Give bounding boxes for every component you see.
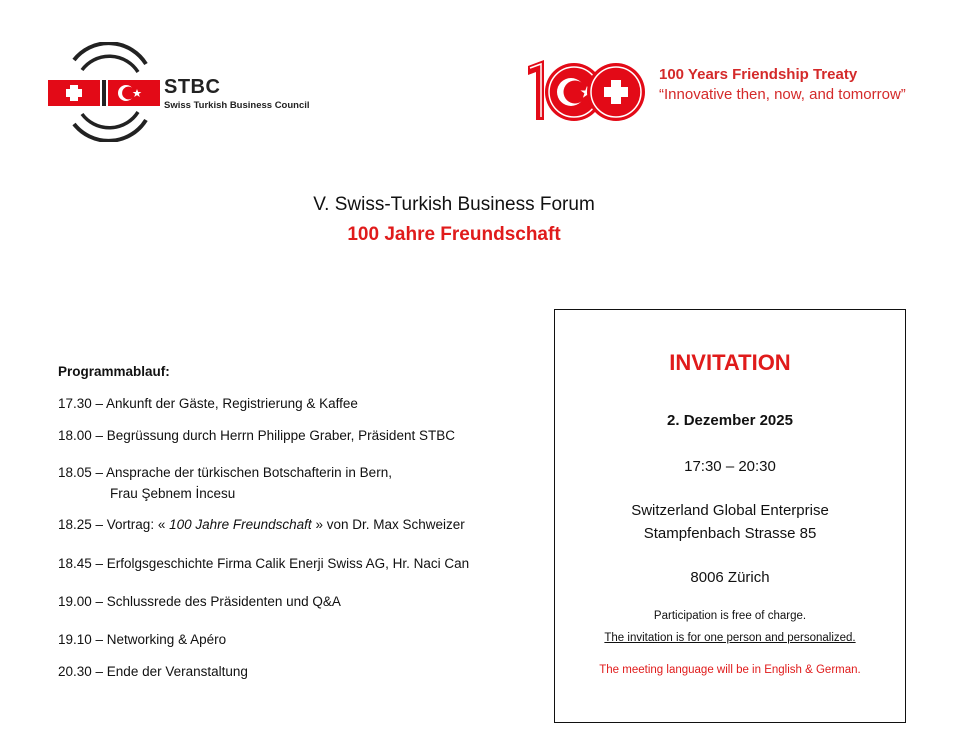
program-item: 18.00 – Begrüssung durch Herrn Philippe Graber, Präsident STBC [58,428,455,443]
program-item: 19.00 – Schlussrede des Präsidenten und Q&A [58,594,341,609]
forum-subtitle: 100 Jahre Freundschaft [347,224,561,245]
invitation-title: INVITATION [669,350,791,375]
program-item: 19.10 – Networking & Apéro [58,632,227,647]
stbc-subtitle: Swiss Turkish Business Council [164,100,310,111]
stbc-name: STBC [164,76,221,98]
forum-title: V. Swiss-Turkish Business Forum [313,194,595,215]
invitation-venue-street: Stampfenbach Strasse 85 [643,525,817,542]
invitation-venue-name: Switzerland Global Enterprise [631,502,829,519]
program-item: 18.45 – Erfolgsgeschichte Firma Calik Enerji Swiss AG, Hr. Naci Can [58,556,470,571]
treaty-slogan: “Innovative then, now, and tomorrow” [659,86,906,103]
program-item-emphasis: 100 Jahre Freundschaft [169,517,312,532]
program-item-post: » von Dr. Max Schweizer [311,517,465,532]
invitation-box [554,309,906,723]
program-item [58,517,465,532]
treaty-title: 100 Years Friendship Treaty [659,66,858,83]
invitation-date: 2. Dezember 2025 [667,412,793,429]
invitation-free-note: Participation is free of charge. [653,610,807,622]
invitation-personal-note: The invitation is for one person and personalized. [604,632,856,644]
stbc-emblem-icon [44,42,174,142]
program-heading: Programmablauf: [58,364,170,379]
program-item-continuation: Frau Şebnem İncesu [110,486,236,501]
invitation-language-note: The meeting language will be in English & German. [599,664,861,676]
hundred-emblem-icon [524,56,648,128]
invitation-time: 17:30 – 20:30 [684,458,776,475]
program-item: 17.30 – Ankunft der Gäste, Registrierung & Kaffee [58,396,358,411]
program-item: 20.30 – Ende der Veranstaltung [58,664,248,679]
program-item: 18.05 – Ansprache der türkischen Botschafterin in Bern, [58,465,392,480]
invitation-city: 8006 Zürich [690,569,770,586]
program-item-pre: 18.25 – Vortrag: « [58,517,170,532]
hundred-years-logo [524,56,648,128]
